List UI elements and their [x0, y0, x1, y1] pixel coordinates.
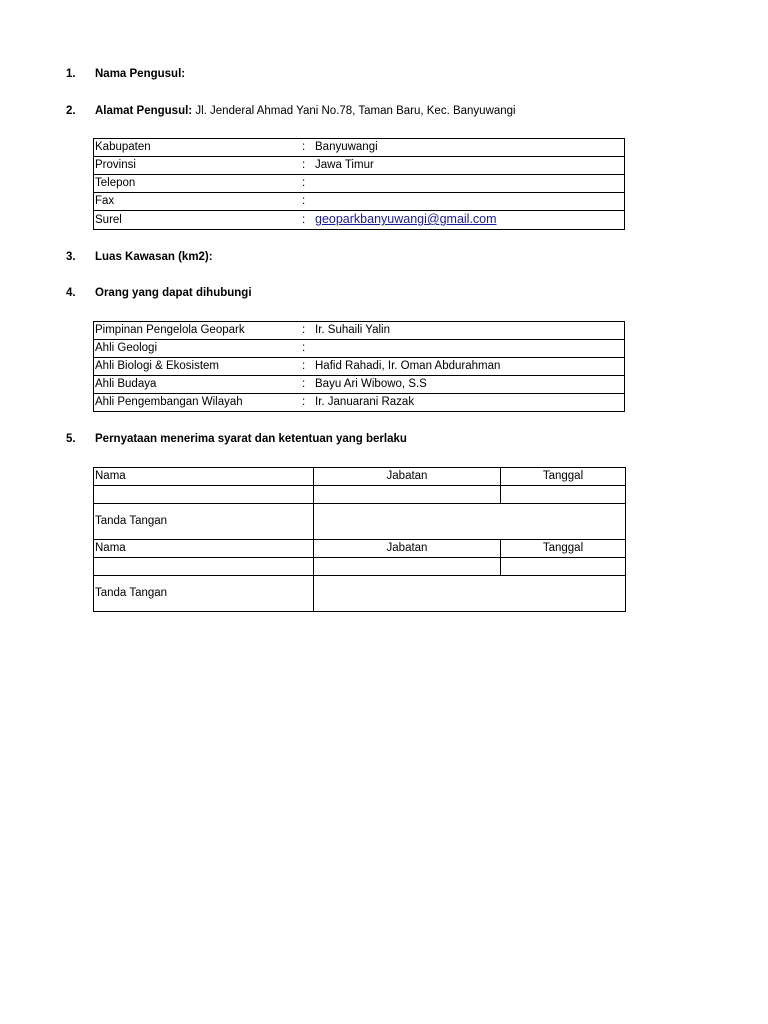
jabatan-cell[interactable] [314, 486, 501, 504]
header-tanggal: Tanggal [501, 540, 626, 558]
row-separator: : [302, 193, 314, 211]
item-label: Orang yang dapat dihubungi [95, 287, 252, 299]
row-separator: : [302, 139, 314, 157]
row-key: Ahli Biologi & Ekosistem [94, 358, 303, 376]
header-jabatan: Jabatan [314, 540, 501, 558]
item-nama-pengusul [66, 68, 185, 80]
item-pernyataan [66, 433, 407, 445]
jabatan-cell[interactable] [314, 558, 501, 576]
header-nama: Nama [94, 540, 314, 558]
nama-cell[interactable] [94, 486, 314, 504]
header-jabatan: Jabatan [314, 468, 501, 486]
table-row [94, 322, 625, 340]
table-row [94, 486, 626, 504]
row-key: Ahli Pengembangan Wilayah [94, 394, 303, 412]
tanggal-cell[interactable] [501, 558, 626, 576]
item-number: 4. [66, 287, 76, 299]
item-label: Luas Kawasan (km2): [95, 251, 213, 263]
table-row [94, 540, 626, 558]
row-key: Surel [94, 211, 303, 230]
email-link[interactable]: geoparkbanyuwangi@gmail.com [315, 212, 497, 226]
signature-table [93, 467, 626, 612]
row-value [314, 193, 625, 211]
item-orang-dihubungi [66, 287, 252, 299]
tanggal-cell[interactable] [501, 486, 626, 504]
row-key: Provinsi [94, 157, 303, 175]
table-row [94, 175, 625, 193]
item-luas-kawasan [66, 251, 213, 263]
table-row [94, 139, 625, 157]
item-label: Nama Pengusul: [95, 68, 186, 80]
signature-label: Tanda Tangan [94, 576, 314, 612]
row-separator: : [302, 322, 314, 340]
header-nama: Nama [94, 468, 314, 486]
row-key: Ahli Geologi [94, 340, 303, 358]
row-separator: : [302, 358, 314, 376]
row-value [314, 175, 625, 193]
table-row [94, 558, 626, 576]
row-separator: : [302, 211, 314, 230]
table-row [94, 211, 625, 230]
item-alamat-pengusul [66, 105, 516, 117]
row-separator: : [302, 340, 314, 358]
table-row [94, 157, 625, 175]
row-value [314, 211, 625, 230]
row-key: Telepon [94, 175, 303, 193]
item-number: 5. [66, 433, 76, 445]
row-key: Pimpinan Pengelola Geopark [94, 322, 303, 340]
signature-cell[interactable] [314, 504, 626, 540]
table-row [94, 468, 626, 486]
item-label: Pernyataan menerima syarat dan ketentuan yang berlaku [95, 433, 407, 445]
row-value: Hafid Rahadi, Ir. Oman Abdurahman [314, 358, 625, 376]
row-separator: : [302, 175, 314, 193]
row-value: Bayu Ari Wibowo, S.S [314, 376, 625, 394]
table-row [94, 576, 626, 612]
row-separator: : [302, 376, 314, 394]
item-number: 3. [66, 251, 76, 263]
row-separator: : [302, 394, 314, 412]
table-row [94, 376, 625, 394]
table-row [94, 394, 625, 412]
signature-label: Tanda Tangan [94, 504, 314, 540]
row-value: Banyuwangi [314, 139, 625, 157]
item-value: Jl. Jenderal Ahmad Yani No.78, Taman Baru, Kec. Banyuwangi [192, 105, 516, 117]
contact-table [93, 321, 625, 412]
row-value: Ir. Januarani Razak [314, 394, 625, 412]
item-number: 1. [66, 68, 76, 80]
signature-cell[interactable] [314, 576, 626, 612]
table-row [94, 340, 625, 358]
address-table [93, 138, 625, 230]
row-value: Jawa Timur [314, 157, 625, 175]
row-value: Ir. Suhaili Yalin [314, 322, 625, 340]
row-separator: : [302, 157, 314, 175]
row-value [314, 340, 625, 358]
table-row [94, 504, 626, 540]
item-number: 2. [66, 105, 76, 117]
table-row [94, 358, 625, 376]
row-key: Ahli Budaya [94, 376, 303, 394]
table-row [94, 193, 625, 211]
row-key: Fax [94, 193, 303, 211]
header-tanggal: Tanggal [501, 468, 626, 486]
row-key: Kabupaten [94, 139, 303, 157]
nama-cell[interactable] [94, 558, 314, 576]
item-label: Alamat Pengusul: [95, 105, 193, 117]
